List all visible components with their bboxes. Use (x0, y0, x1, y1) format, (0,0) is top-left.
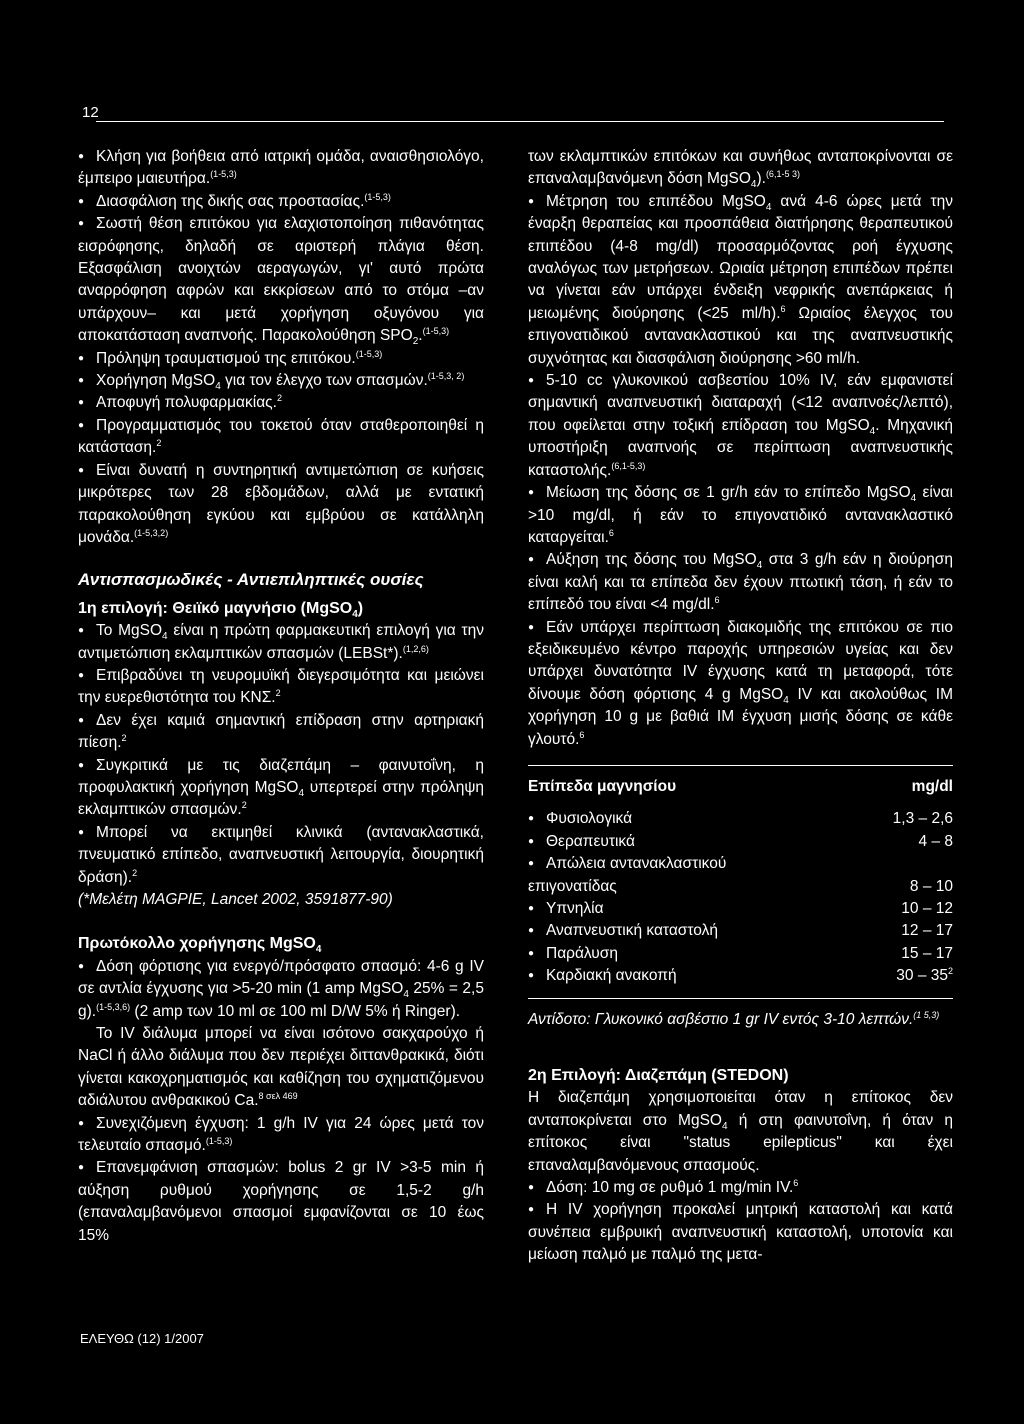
table-cell: 12 – 17 (901, 922, 953, 940)
table-header: mg/dl (911, 777, 953, 795)
table-row (528, 808, 953, 830)
list-item: ● Μείωση της δόσης σε 1 gr/h εάν το επίπεδο MgSO$_4$ είναι >10 mg/dl, ή εάν το επιγονατιδικό αντανακλαστικό καταργείται.$^6$ (528, 482, 953, 549)
protocol-heading: Πρωτόκολλο χορήγησης MgSO$_4$ (78, 935, 322, 956)
antidote-note: Αντίδοτο: Γλυκονικό ασβέστιο 1 gr IV εντός 3-10 λεπτών.$^{(1 5,3)}$ (528, 1009, 940, 1028)
table-row (528, 965, 953, 987)
table-cell: 4 – 8 (918, 832, 953, 850)
paragraph: Το IV διάλυμα μπορεί να είναι ισότονο σακχαρούχο ή NaCl ή άλλο διάλυμα που δεν περιέχει διττανθρακικά, διότι γίνεται κακοχρηματισμός και καθίζηση του σχηματιζόμενου αδιάλυτου ανθρακικού Ca.$^{8 \sigma\varepsilon\lambda 469}$ (78, 1025, 484, 1110)
list-item: ● Κλήση για βοήθεια από ιατρική ομάδα, αναισθησιολόγο, έμπειρο μαιευτήρα.$^{(1-5,3)}$ (78, 146, 484, 191)
list-item: ● Μέτρηση του επιπέδου MgSO$_4$ ανά 4-6 ώρες μετά την έναρξη θεραπείας και προσπάθεια διατήρησης θεραπευτικού επιπέδου (4-8 mg/dl) προσαρμόζοντας ροή έγχυσης αναλόγως των μετρήσεων. Ωριαία μέτρηση επιπέδων πρέπει να γίνεται εάν υπάρχει ένδειξη νεφρικής ανεπάρκειας ή μειωμένης διούρησης (<25 ml/h).$^6$ Ωριαίος έλεγχος του επιγονατιδικού αντανακλαστικού και της αναπνευστικής συχνότητας και διασφάλιση διούρησης >60 ml/h. (528, 191, 953, 370)
header-rule (96, 121, 944, 122)
list-item: ● Σωστή θέση επιτόκου για ελαχιστοποίηση πιθανότητας εισρόφησης, δηλαδή σε αριστερή πλάγια θέση. Εξασφάλιση ανοιχτών αεραγωγών, γι' αυτό πρώτα αναρρόφηση αφρών και εκκρίσεων από το στόμα –αν υπάρχουν– και μετά χορήγηση οξυγόνου για αποκατάσταση αναπνοής. Παρακολούθηση $SPO_2.^{(1-5,3)}$ (78, 213, 484, 347)
table-cell: $30 - 35^2$ (896, 966, 953, 985)
magnesium-levels-table (528, 776, 953, 988)
table-row (528, 943, 953, 965)
table-cell: ● Παράλυση (528, 943, 804, 965)
list-item: ● Συγκριτικά με τις διαζεπάμη – φαινυτοΐνη, η προφυλακτική χορήγηση MgSO$_4$ υπερτερεί στην πρόληψη εκλαμπτικών σπασμών.$^2$ (78, 755, 484, 822)
list-item: ● Συνεχιζόμενη έγχυση: 1 g/h IV για 24 ώρες μετά τον τελευταίο σπασμό.$^{(1-5,3)}$ (78, 1113, 484, 1158)
table-cell: 15 – 17 (901, 944, 953, 962)
list-item: ● Μπορεί να εκτιμηθεί κλινικά (αντανακλαστικά, πνευματικό επίπεδο, αναπνευστική λειτουργία, διουρητική δράση).$^2$ (78, 822, 484, 889)
paragraph: των εκλαμπτικών επιτόκων και συνήθως ανταποκρίνονται σε επαναλαμβανόμενη δόση MgSO$_4$).$^{(6,1-5 3)}$ (528, 148, 953, 191)
list-item: ● Η IV χορήγηση προκαλεί μητρική καταστολή και κατά συνέπεια εμβρυική αναπνευστική καταστολή, υποτονία και μείωση παλμό με παλμό της μετα- (528, 1199, 953, 1266)
table-cell: 8 – 10 (909, 877, 953, 895)
list-item: ● Επανεμφάνιση σπασμών: bolus 2 gr IV >3-5 min ή αύξηση ρυθμού χορήγησης σε 1,5-2 g/h (επαναλαμβανόμενοι σπασμοί εμφανίζονται σε 10 έως 15% (78, 1157, 484, 1247)
list-item: ● Διασφάλιση της δικής σας προστασίας.$^{(1-5,3)}$ (78, 191, 484, 213)
page-number: 12 (82, 104, 99, 121)
list-item: ● Πρόληψη τραυματισμού της επιτόκου.$^{(1-5,3)}$ (78, 348, 484, 370)
table-bottom-rule (528, 998, 953, 999)
list-item: ● Αύξηση της δόσης του MgSO$_4$ στα 3 g/h εάν η διούρηση είναι καλή και τα επίπεδα δεν έχουν πτωτική τάση, ή εάν το επίπεδό του είναι <4 mg/dl.$^6$ (528, 549, 953, 616)
list-item: ● Προγραμματισμός του τοκετού όταν σταθεροποιηθεί η κατάσταση.$^2$ (78, 415, 484, 460)
table-cell: ● Απώλεια αντανακλαστικού επιγονατίδας (528, 853, 804, 898)
list-item: ● 5-10 cc γλυκονικού ασβεστίου 10% IV, εάν εμφανιστεί σημαντική αναπνευστική διαταραχή (<12 αναπνοές/λεπτό), που οφείλεται στην τοξική επίδραση του MgSO$_4$. Μηχανική υποστήριξη αναπνοής σε περίπτωση αναπνευστικής καταστολής.$^{(6,1-5,3)}$ (528, 370, 953, 482)
table-cell: 10 – 12 (901, 900, 953, 917)
footer: ΕΛΕΥΘΩ (12) 1/2007 (80, 1331, 204, 1346)
second-choice-heading: 2η Επιλογή: Διαζεπάμη (STEDON) (528, 1067, 789, 1085)
list-item: ● Το MgSO$_4$ είναι η πρώτη φαρμακευτική επιλογή για την αντιμετώπιση εκλαμπτικών σπασμών (LEBSt*).$^{(1,2,6)}$ (78, 620, 484, 665)
table-cell: ● Φυσιολογικά (528, 808, 804, 830)
table-header: Επίπεδα μαγνησίου (528, 777, 677, 795)
right-column (528, 146, 953, 1267)
left-column (78, 146, 484, 1247)
table-top-rule (528, 765, 953, 766)
table-cell: ● Υπνηλία (528, 898, 804, 920)
table-row (528, 831, 953, 853)
table-cell: 1,3 – 2,6 (892, 810, 953, 828)
table-cell: ● Αναπνευστική καταστολή (528, 920, 804, 942)
list-item: ● Επιβραδύνει τη νευρομυϊκή διεγερσιμότητα και μειώνει την ευερεθιστότητα του ΚΝΣ.$^2$ (78, 665, 484, 710)
table-row (528, 920, 953, 942)
list-item: ● Αποφυγή πολυφαρμακίας.$^2$ (78, 392, 484, 414)
list-item: ● Δεν έχει καμιά σημαντική επίδραση στην αρτηριακή πίεση.$^2$ (78, 710, 484, 755)
list-item: ● Δόση: 10 mg σε ρυθμό 1 mg/min IV.$^6$ (528, 1177, 953, 1199)
table-cell: ● Καρδιακή ανακοπή (528, 965, 804, 987)
table-row (528, 898, 953, 920)
list-item: ● Δόση φόρτισης για ενεργό/πρόσφατο σπασμό: 4-6 g IV σε αντλία έγχυσης για >5-20 min (1 amp MgSO$_4$ 25% = 2,5 g).$^{(1-5,3,6)}$ (2 amp των 10 ml σε 100 ml D/W 5% ή Ringer). (78, 956, 484, 1023)
table-header-row (528, 776, 953, 808)
list-item: ● Είναι δυνατή η συντηρητική αντιμετώπιση σε κυήσεις μικρότερες των 28 εβδομάδων, αλλά με εντατική παρακολούθηση εγκύου και εμβρύου σε κατάλληλη μονάδα.$^{(1-5,3,2)}$ (78, 460, 484, 550)
list-item: ● Χορήγηση MgSO$_4$ για τον έλεγχο των σπασμών.$^{(1-5,3, 2)}$ (78, 370, 484, 392)
citation: (*Μελέτη MAGPIE, Lancet 2002, 3591877-90) (78, 891, 393, 908)
list-item: ● Εάν υπάρχει περίπτωση διακομιδής της επιτόκου σε πιο εξειδικευμένο κέντρο παροχής υπηρεσιών υγείας και δεν υπάρχει δυνατότητα IV έγχυσης κατά τη μεταφορά, τότε δίνουμε δόση φόρτισης 4 g MgSO$_4$ IV και ακολούθως IM χορήγηση 10 g με βαθιά IM έγχυση μισής δόσης σε κάθε γλουτό.$^6$ (528, 617, 953, 751)
table-cell: ● Θεραπευτικά (528, 831, 804, 853)
paragraph: Η διαζεπάμη χρησιμοποιείται όταν η επίτοκος δεν ανταποκρίνεται στο MgSO$_4$ ή στη φαινυτοΐνη, ή όταν η επίτοκος είναι "status epilepticus" και έχει επαναλαμβανόμενους σπασμούς. (528, 1089, 953, 1174)
first-choice-heading: 1η επιλογή: Θειϊκό μαγνήσιο (MgSO$_4$) (78, 599, 364, 620)
section-title: Αντισπασμωδικές - Αντιεπιληπτικές ουσίες (78, 570, 424, 590)
table-row (528, 853, 953, 898)
